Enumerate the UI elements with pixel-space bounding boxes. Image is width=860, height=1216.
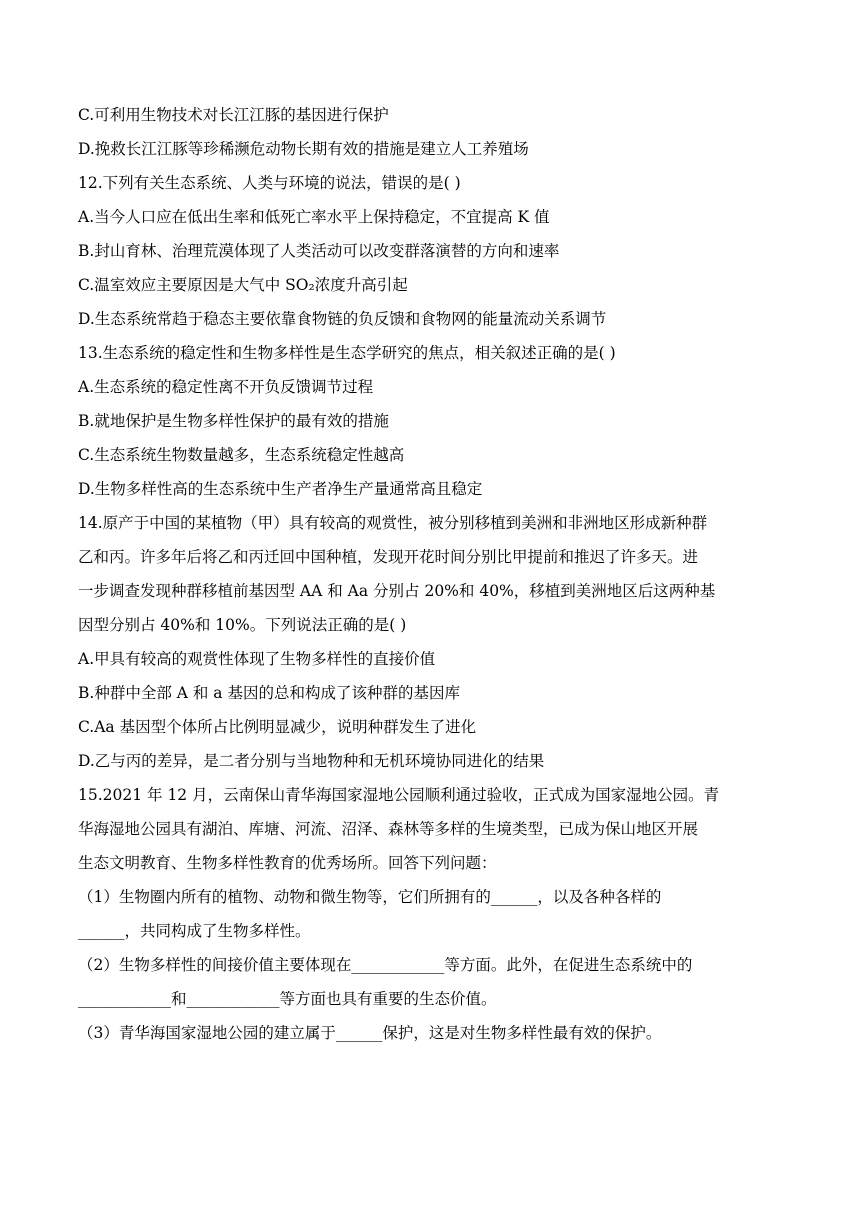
question-12-stem: 12.下列有关生态系统、人类与环境的说法，错误的是( ): [78, 174, 461, 192]
option-13d: D.生物多样性高的生态系统中生产者净生产量通常高且稳定: [78, 480, 483, 498]
option-14b: B.种群中全部 A 和 a 基因的总和构成了该种群的基因库: [78, 684, 460, 702]
option-13c: C.生态系统生物数量越多，生态系统稳定性越高: [78, 446, 405, 464]
option-14d: D.乙与丙的差异，是二者分别与当地物种和无机环境协同进化的结果: [78, 752, 545, 770]
option-12c: C.温室效应主要原因是大气中 SO₂浓度升高引起: [78, 276, 408, 294]
option-11d: D.挽救长江江豚等珍稀濒危动物长期有效的措施是建立人工养殖场: [78, 140, 529, 158]
question-15-stem-line-1: 15.2021 年 12 月，云南保山青华海国家湿地公园顺利通过验收，正式成为国家湿地公园。青: [78, 786, 720, 804]
question-15-part-2-line-2: ____________和____________等方面也具有重要的生态价值。: [78, 990, 497, 1008]
question-15-part-1-line-2: ______，共同构成了生物多样性。: [78, 922, 311, 940]
option-14a: A.甲具有较高的观赏性体现了生物多样性的直接价值: [78, 650, 436, 668]
question-15-part-1-line-1: （1）生物圈内所有的植物、动物和微生物等，它们所拥有的______，以及各种各样的: [78, 888, 662, 906]
option-12b: B.封山育林、治理荒漠体现了人类活动可以改变群落演替的方向和速率: [78, 242, 560, 260]
option-11c: C.可利用生物技术对长江江豚的基因进行保护: [78, 106, 389, 124]
question-14-stem-line-2: 乙和丙。许多年后将乙和丙迁回中国种植，发现开花时间分别比甲提前和推迟了许多天。进: [78, 548, 699, 566]
option-12a: A.当今人口应在低出生率和低死亡率水平上保持稳定，不宜提高 K 值: [78, 208, 550, 226]
option-14c: C.Aa 基因型个体所占比例明显减少，说明种群发生了进化: [78, 718, 477, 736]
option-13b: B.就地保护是生物多样性保护的最有效的措施: [78, 412, 389, 430]
question-14-stem-line-4: 因型分别占 40%和 10%。下列说法正确的是( ): [78, 616, 407, 634]
question-15-part-3: （3）青华海国家湿地公园的建立属于______保护，这是对生物多样性最有效的保护。: [78, 1024, 662, 1042]
question-15-part-2-line-1: （2）生物多样性的间接价值主要体现在____________等方面。此外，在促进生态系统中的: [78, 956, 693, 974]
question-15-stem-line-3: 生态文明教育、生物多样性教育的优秀场所。回答下列问题：: [78, 854, 497, 872]
option-13a: A.生态系统的稳定性离不开负反馈调节过程: [78, 378, 374, 396]
question-14-stem-line-1: 14.原产于中国的某植物（甲）具有较高的观赏性，被分别移植到美洲和非洲地区形成新种群: [78, 514, 708, 532]
question-14-stem-line-3: 一步调查发现种群移植前基因型 AA 和 Aa 分别占 20%和 40%，移植到美洲地区后这两种基: [78, 582, 716, 600]
option-12d: D.生态系统常趋于稳态主要依靠食物链的负反馈和食物网的能量流动关系调节: [78, 310, 607, 328]
question-13-stem: 13.生态系统的稳定性和生物多样性是生态学研究的焦点，相关叙述正确的是( ): [78, 344, 616, 362]
question-15-stem-line-2: 华海湿地公园具有湖泊、库塘、河流、沼泽、森林等多样的生境类型，已成为保山地区开展: [78, 820, 699, 838]
